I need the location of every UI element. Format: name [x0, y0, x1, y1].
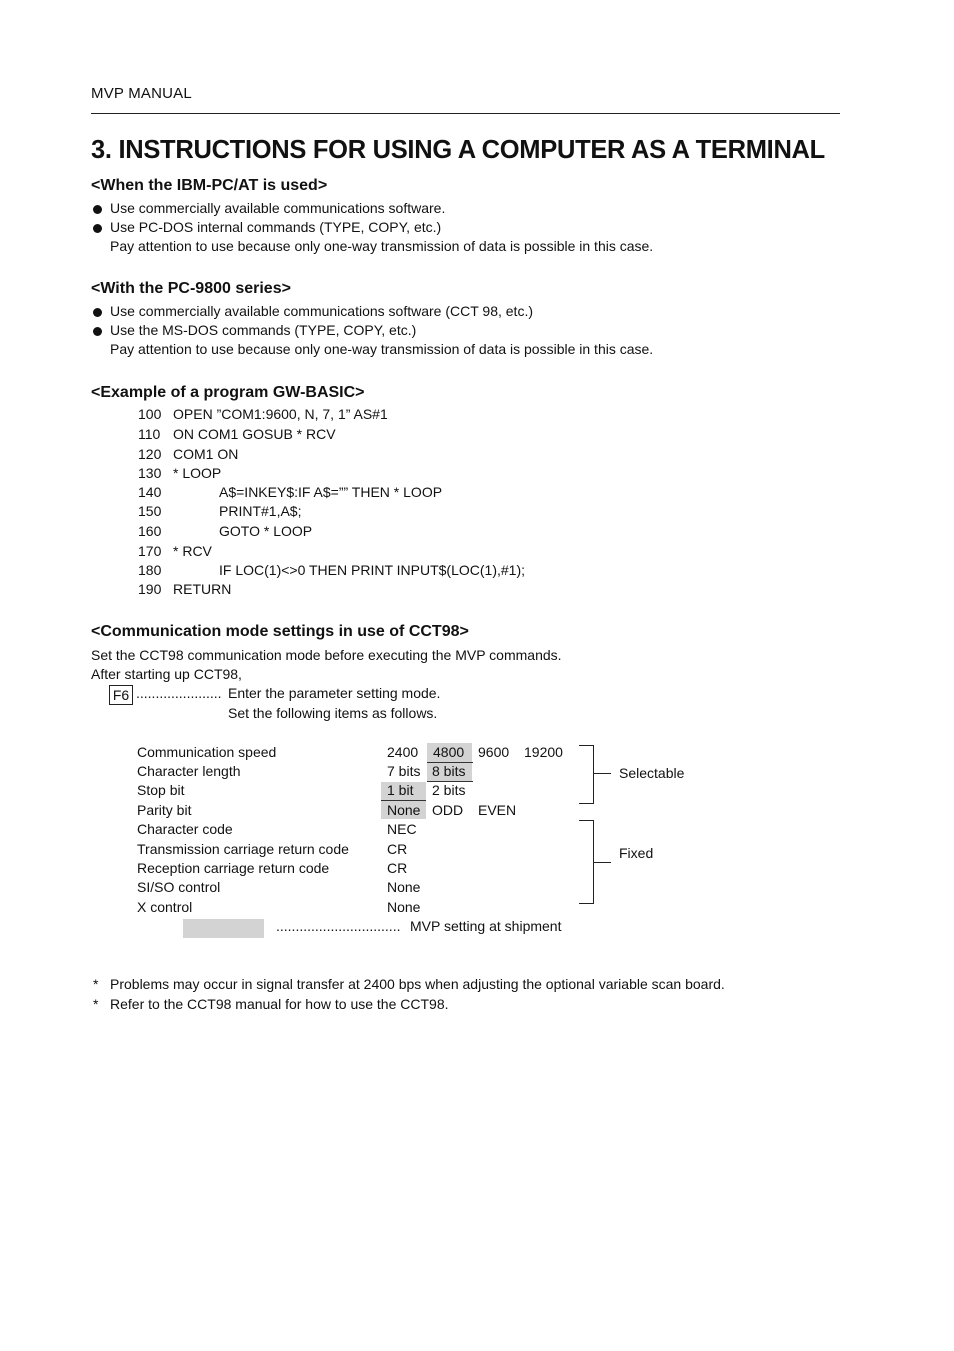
key-description-2: Set the following items as follows.: [228, 705, 438, 721]
footnote-2: Refer to the CCT98 manual for how to use the CCT98.: [110, 996, 449, 1012]
ibm-heading: <When the IBM-PC/AT is used>: [91, 177, 328, 194]
legend-text: MVP setting at shipment: [410, 918, 562, 934]
comm-intro-1: Set the CCT98 communication mode before executing the MVP commands.: [91, 647, 562, 663]
bullet-icon: [93, 308, 102, 317]
setting-value: EVEN: [478, 802, 517, 818]
setting-label: Stop bit: [137, 782, 185, 798]
ibm-bullet-1: Use commercially available communications software.: [110, 200, 446, 216]
selectable-label: Selectable: [619, 765, 685, 781]
setting-value: None: [387, 879, 421, 895]
footnote-mark: *: [93, 996, 99, 1012]
setting-value: 2 bits: [432, 782, 466, 798]
pc9800-note: Pay attention to use because only one-way transmission of data is possible in this case.: [110, 341, 654, 357]
setting-label: Character length: [137, 763, 241, 779]
ibm-bullet-2: Use PC-DOS internal commands (TYPE, COPY, etc.): [110, 219, 442, 235]
code-line-text: COM1 ON: [173, 446, 239, 462]
code-line-number: 180: [138, 562, 162, 578]
code-line-number: 150: [138, 503, 162, 519]
fixed-label: Fixed: [619, 845, 654, 861]
fixed-bracket: [579, 820, 594, 904]
comm-heading: <Communication mode settings in use of CCT98>: [91, 623, 469, 640]
code-line-text: * LOOP: [173, 465, 222, 481]
setting-value: 7 bits: [387, 763, 421, 779]
setting-label: Communication speed: [137, 744, 277, 760]
code-line-text: * RCV: [173, 543, 212, 559]
bullet-icon: [93, 224, 102, 233]
code-line-number: 110: [138, 426, 161, 442]
pc9800-bullet-1: Use commercially available communications software (CCT 98, etc.): [110, 303, 533, 319]
comm-intro-2: After starting up CCT98,: [91, 666, 242, 682]
setting-value: 4800: [433, 744, 465, 760]
code-line-text: A$=INKEY$:IF A$=”” THEN * LOOP: [219, 484, 443, 500]
header-rule: [91, 113, 840, 114]
setting-value: 19200: [524, 744, 563, 760]
code-line-number: 160: [138, 523, 162, 539]
running-head: MVP MANUAL: [91, 85, 192, 102]
setting-value: None: [387, 899, 421, 915]
setting-label: Transmission carriage return code: [137, 841, 349, 857]
code-line-text: IF LOC(1)<>0 THEN PRINT INPUT$(LOC(1),#1);: [219, 562, 525, 578]
code-line-number: 190: [138, 581, 162, 597]
setting-label: Character code: [137, 821, 233, 837]
code-line-text: GOTO * LOOP: [219, 523, 313, 539]
selectable-bracket: [579, 745, 594, 804]
setting-value: 9600: [478, 744, 510, 760]
ibm-note: Pay attention to use because only one-way transmission of data is possible in this case.: [110, 238, 654, 254]
setting-value: CR: [387, 841, 408, 857]
setting-value: ODD: [432, 802, 464, 818]
setting-value: 2400: [387, 744, 419, 760]
bullet-icon: [93, 205, 102, 214]
setting-value: CR: [387, 860, 408, 876]
code-line-number: 170: [138, 543, 162, 559]
program-heading: <Example of a program GW-BASIC>: [91, 384, 365, 401]
legend-leader: ................................: [276, 918, 401, 934]
footnote-mark: *: [93, 976, 99, 992]
page-title: 3. INSTRUCTIONS FOR USING A COMPUTER AS A TERMINAL: [91, 136, 825, 164]
code-line-text: OPEN ”COM1:9600, N, 7, 1” AS#1: [173, 406, 388, 422]
setting-value: 8 bits: [432, 763, 466, 779]
code-line-text: PRINT#1,A$;: [219, 503, 302, 519]
setting-value: 1 bit: [387, 782, 414, 798]
code-line-number: 130: [138, 465, 162, 481]
key-description: Enter the parameter setting mode.: [228, 685, 441, 701]
code-line-text: RETURN: [173, 581, 232, 597]
footnote-1: Problems may occur in signal transfer at 2400 bps when adjusting the optional variable scan board.: [110, 976, 725, 992]
code-line-number: 140: [138, 484, 162, 500]
setting-label: SI/SO control: [137, 879, 221, 895]
bracket-pointer: [594, 862, 611, 863]
pc9800-bullet-2: Use the MS-DOS commands (TYPE, COPY, etc.): [110, 322, 417, 338]
setting-value: NEC: [387, 821, 417, 837]
key-leader: ......................: [136, 685, 222, 701]
code-line-text: ON COM1 GOSUB * RCV: [173, 426, 336, 442]
pc9800-heading: <With the PC-9800 series>: [91, 280, 291, 297]
setting-value: None: [387, 802, 421, 818]
setting-label: Reception carriage return code: [137, 860, 330, 876]
bracket-pointer: [594, 773, 611, 774]
setting-label: Parity bit: [137, 802, 192, 818]
bullet-icon: [93, 327, 102, 336]
legend-swatch: [183, 919, 264, 938]
f6-key-box: F6: [109, 685, 133, 705]
code-line-number: 100: [138, 406, 162, 422]
code-line-number: 120: [138, 446, 162, 462]
setting-label: X control: [137, 899, 193, 915]
